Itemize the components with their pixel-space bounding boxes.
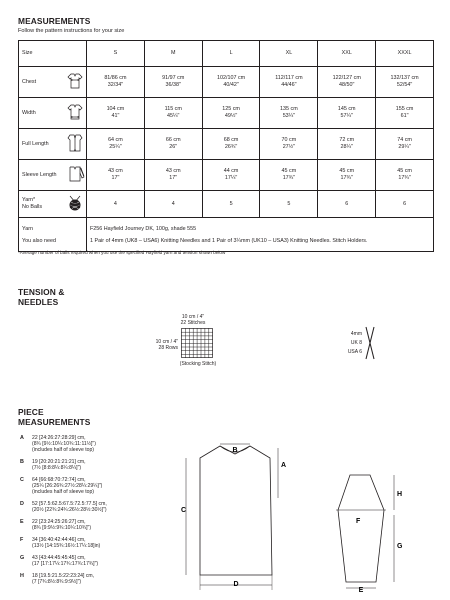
cm-value: 104 cm: [106, 106, 125, 112]
cm-value: 102/107 cm: [216, 75, 246, 81]
item-line: (8¾ [9½:10¼:10¾:11:11½]"): [32, 441, 96, 448]
item-key: F: [20, 537, 24, 543]
piece-title-line2: MEASUREMENTS: [18, 417, 91, 427]
balls-value: 6: [318, 191, 376, 218]
in-value: 17¾": [398, 175, 411, 181]
size-cell: M: [144, 41, 202, 67]
row-label: Sleeve Length: [19, 160, 65, 191]
need-label: You also need: [22, 237, 56, 244]
item-line: 52 [57.5:62.5:67.5:72.5:77.5] cm,: [32, 501, 107, 507]
in-value: 53¼": [282, 113, 296, 119]
tension-rows-label: [138, 339, 178, 351]
yarn-value: F256 Hayfield Journey DK, 100g, shade 555: [90, 225, 197, 232]
balls-value: 4: [87, 191, 145, 218]
in-value: 28¼": [340, 144, 353, 150]
in-value: 36/38": [165, 82, 181, 88]
size-cell: XXL: [318, 41, 376, 67]
row-label: Yarn*: [22, 197, 36, 203]
balls-value: 5: [202, 191, 260, 218]
size-row: [19, 41, 434, 67]
cm-value: 122/127 cm: [332, 75, 361, 81]
item-key: H: [20, 573, 24, 579]
in-value: 48/50": [339, 82, 355, 88]
cm-value: 112/117 cm: [275, 75, 303, 81]
needle-size-mm: 4mm: [350, 331, 362, 337]
cm-value: 125 cm: [222, 106, 240, 112]
item-key: G: [20, 555, 25, 561]
item-line: (20½ [22¾:24¾:26½:28½:30½]"): [32, 507, 107, 514]
row-label: Width: [19, 98, 65, 129]
tension-title-line2: NEEDLES: [18, 297, 59, 307]
needle-size-usa: USA 6: [347, 349, 362, 355]
yarn-info-row: [19, 218, 434, 252]
item-key: B: [20, 459, 24, 465]
item-key: A: [20, 435, 24, 441]
diagram-label-f: F: [356, 518, 361, 525]
diagram-label-h: H: [397, 491, 403, 498]
cm-value: 44 cm: [223, 168, 239, 174]
item-line: 22 [23:24:25:26:27] cm,: [32, 519, 86, 525]
cm-value: 91/97 cm: [162, 75, 185, 81]
tension-height-label: 10 cm / 4": [155, 339, 178, 345]
cm-value: 155 cm: [395, 106, 414, 112]
tension-stitch-type: (Stocking Stitch): [179, 361, 217, 367]
size-cell: XXXL: [376, 41, 434, 67]
size-cell: S: [87, 41, 145, 67]
diagram-label-d: D: [233, 581, 239, 588]
diagram-label-e: E: [358, 587, 364, 594]
cm-value: 72 cm: [339, 137, 355, 143]
item-line: (8¾ [9:9½:9¾:10¼:10¾]"): [32, 525, 92, 532]
item-line: (13½ [14:15¾:16½:17¼:18]in): [32, 543, 101, 550]
item-line: (includes half of sleeve top): [32, 447, 95, 454]
item-line: (17 [17:17¼:17¾:17¾:17¾]"): [32, 561, 99, 568]
in-value: 49½": [224, 113, 238, 119]
size-label: Size: [19, 41, 87, 67]
in-value: 44/46": [281, 82, 297, 88]
row-label: Full Length: [19, 129, 65, 160]
piece-measurement-list: [20, 435, 190, 595]
in-value: 17¾": [282, 175, 296, 181]
piece-title-line1: PIECE: [18, 407, 44, 417]
sleeve-schematic-diagram: [320, 470, 410, 595]
width-icon: [65, 98, 87, 129]
in-value: 61": [400, 113, 409, 119]
cm-value: 43 cm: [108, 168, 123, 174]
item-line: 19 [20:20:21:21:21] cm,: [32, 459, 86, 465]
row-label: Chest: [19, 67, 65, 98]
in-value: 17": [111, 175, 120, 181]
piece-title: [18, 407, 90, 427]
item-key: D: [20, 501, 24, 507]
needle-size-uk: UK 8: [350, 340, 362, 346]
tension-stitches-count: 22 Stitches: [180, 320, 206, 326]
cm-value: 64 cm: [108, 137, 123, 143]
item-key: E: [20, 519, 24, 525]
item-line: 22 [24:26:27:28:29] cm,: [32, 435, 86, 441]
crossed-needles-icon: [363, 326, 377, 360]
tension-swatch-grid: [181, 328, 213, 358]
cm-value: 74 cm: [397, 137, 412, 143]
yarn-label: Yarn: [22, 225, 33, 232]
full-length-icon: [65, 129, 87, 160]
diagram-label-c: C: [181, 507, 187, 514]
width-row: [19, 98, 434, 129]
item-line: 34 [36:40:42:44:46] cm,: [32, 537, 86, 543]
item-key: C: [20, 477, 24, 483]
in-value: 40/42": [223, 82, 239, 88]
in-value: 17": [169, 175, 178, 181]
in-value: 41": [111, 113, 120, 119]
sleeve-length-row: [19, 160, 434, 191]
tension-title: [18, 287, 65, 307]
cm-value: 145 cm: [337, 106, 356, 112]
cm-value: 68 cm: [223, 137, 239, 143]
cm-value: 66 cm: [165, 137, 181, 143]
full-length-row: [19, 129, 434, 160]
tension-width-label: 10 cm / 4": [181, 314, 205, 320]
in-value: 17¾": [340, 175, 353, 181]
size-cell: XL: [260, 41, 318, 67]
item-line: 18 [19.5:21.5:22:23:24] cm,: [32, 573, 95, 579]
sleeve-length-icon: [65, 160, 87, 191]
tension-rows-count: 28 Rows: [158, 345, 178, 351]
measurements-table: [18, 40, 434, 252]
in-value: 29¼": [398, 144, 411, 150]
chest-icon: [65, 67, 87, 98]
size-cell: L: [202, 41, 260, 67]
yarn-footnote: *Average number of balls required when you use the specified Hayfield yarn and tension shown below: [18, 250, 226, 255]
item-line: 64 [66:68:70:72:74] cm,: [32, 477, 86, 483]
measurements-subtitle: Follow the pattern instructions for your size: [18, 28, 125, 34]
yarn-balls-row: [19, 191, 434, 218]
row-label: No Balls: [22, 204, 43, 210]
cm-value: 45 cm: [339, 168, 355, 174]
in-value: 32/34": [107, 82, 124, 88]
cm-value: 115 cm: [164, 106, 182, 112]
measurements-title: MEASUREMENTS: [18, 16, 91, 26]
diagram-label-a: A: [281, 462, 287, 469]
in-value: 17¼": [224, 175, 238, 181]
cm-value: 45 cm: [397, 168, 412, 174]
cm-value: 70 cm: [281, 137, 297, 143]
in-value: 45¼": [167, 113, 180, 119]
in-value: 57¼": [340, 113, 353, 119]
need-value: 1 Pair of 4mm (UK8 – USA6) Knitting Needles and 1 Pair of 3¼mm (UK10 – USA3) Knitting Needles. Stitch Holders.: [90, 237, 368, 244]
yarn-ball-icon: [65, 191, 87, 218]
in-value: 52/54": [396, 82, 413, 88]
item-line: (25¼ [26:26¾:27½:28¼:29¼]"): [32, 483, 103, 490]
chest-row: [19, 67, 434, 98]
tension-title-line1: TENSION &: [18, 287, 65, 297]
body-schematic-diagram: [180, 440, 300, 595]
cm-value: 43 cm: [165, 168, 181, 174]
item-line: (7 [7¾:8½:8¾:9:9½]"): [32, 579, 82, 586]
balls-value: 6: [376, 191, 434, 218]
cm-value: 132/137 cm: [390, 75, 419, 81]
diagram-label-g: G: [397, 543, 403, 550]
diagram-label-b: B: [232, 447, 238, 454]
item-line: (7½ [8:8:8¼:8¼:8¼]"): [32, 465, 82, 472]
in-value: 26¾": [224, 144, 238, 150]
cm-value: 135 cm: [280, 106, 298, 112]
item-line: 43 [43:44:45:45:45] cm,: [32, 555, 86, 561]
in-value: 27½": [282, 144, 296, 150]
in-value: 26": [169, 144, 178, 150]
balls-value: 5: [260, 191, 318, 218]
item-line: (includes half of sleeve top): [32, 489, 95, 496]
needle-size-labels: [340, 330, 362, 357]
tension-stitches-label: [168, 314, 218, 326]
balls-value: 4: [144, 191, 202, 218]
cm-value: 81/86 cm: [104, 75, 127, 81]
in-value: 25¼": [109, 144, 122, 150]
cm-value: 45 cm: [281, 168, 297, 174]
